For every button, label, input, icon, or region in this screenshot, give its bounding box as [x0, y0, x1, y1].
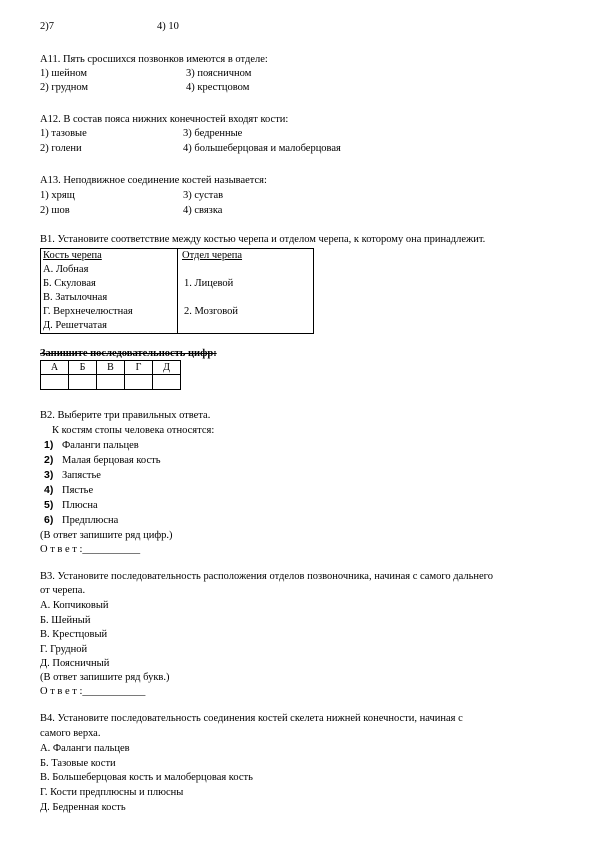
bone-item: В. Затылочная	[43, 292, 108, 303]
option: 2) Малая берцовая кость	[44, 454, 161, 466]
bone-item: Д. Решетчатая	[43, 320, 107, 331]
option: 1) шейном	[40, 68, 88, 79]
answer-cell[interactable]	[41, 375, 69, 390]
answer-cell[interactable]	[125, 375, 153, 390]
question-text: А11. Пять сросшихся позвонков имеются в отделе:	[40, 54, 268, 65]
option: 3) Запястье	[44, 469, 101, 481]
question-text: В3. Установите последовательность расположения отделов позвоночника, начиная с самого дальнего	[40, 571, 493, 582]
option: 2) грудном	[40, 82, 89, 93]
top-left-option: 2)7	[40, 21, 54, 32]
answer-note: (В ответ запишите ряд цифр.)	[40, 530, 173, 541]
bone-item: А. Лобная	[43, 264, 89, 275]
letter-cell: Г	[125, 361, 153, 375]
option: 1) тазовые	[40, 128, 87, 139]
question-text-cont: от черепа.	[40, 585, 86, 596]
option: Г. Кости предплюсны и плюсны	[40, 787, 184, 798]
option: 5) Плюсна	[44, 499, 98, 511]
letter-cell: Д	[153, 361, 181, 375]
sections-header: Отдел черепа	[182, 250, 243, 261]
question-text: В2. Выберите три правильных ответа.	[40, 410, 211, 421]
question-text: А12. В состав пояса нижних конечностей входят кости:	[40, 114, 289, 125]
top-right-option: 4) 10	[157, 21, 179, 32]
option: 2) шов	[40, 205, 70, 216]
question-b1-text: В1. Установите соответствие между костью черепа и отделом черепа, к которому она принадлежит.	[40, 234, 486, 245]
section-item: 2. Мозговой	[184, 306, 239, 317]
option: Б. Шейный	[40, 615, 91, 626]
answer-line[interactable]: О т в е т :____________	[40, 686, 146, 697]
option: 3) бедренные	[183, 128, 243, 139]
record-instruction: Запишите последовательность цифр:	[40, 348, 217, 359]
option: 3) поясничном	[186, 68, 252, 79]
letter-cell: В	[97, 361, 125, 375]
option: В. Крестцовый	[40, 629, 108, 640]
letter-cell: Б	[69, 361, 97, 375]
question-text: В4. Установите последовательность соединения костей скелета нижней конечности, начиная с	[40, 713, 463, 724]
option: 4) Пястье	[44, 484, 94, 496]
option: 3) сустав	[183, 190, 224, 201]
option: 4) большеберцовая и малоберцовая	[183, 143, 341, 154]
answer-note: (В ответ запишите ряд букв.)	[40, 672, 170, 683]
question-subtext: К костям стопы человека относятся:	[52, 425, 215, 436]
option: А. Копчиковый	[40, 600, 109, 611]
question-text-cont: самого верха.	[40, 728, 101, 739]
section-item: 1. Лицевой	[184, 278, 234, 289]
option: А. Фаланги пальцев	[40, 743, 130, 754]
answer-cell[interactable]	[153, 375, 181, 390]
b1-answer-grid	[40, 360, 181, 390]
option: 4) крестцовом	[186, 82, 250, 93]
bone-item: Б. Скуловая	[43, 278, 96, 289]
option: Б. Тазовые кости	[40, 758, 116, 769]
bones-column	[41, 249, 178, 334]
option: Д. Бедренная кость	[40, 802, 126, 813]
option: В. Большеберцовая кость и малоберцовая кость	[40, 772, 253, 783]
answer-cell[interactable]	[97, 375, 125, 390]
option: 1) хрящ	[40, 190, 75, 201]
option: 1) Фаланги пальцев	[44, 439, 139, 451]
answer-line[interactable]: О т в е т :___________	[40, 544, 141, 555]
option: Г. Грудной	[40, 644, 88, 655]
bones-header: Кость черепа	[43, 250, 102, 261]
sections-column	[178, 249, 314, 334]
bone-item: Г. Верхнечелюстная	[43, 306, 133, 317]
question-text: А13. Неподвижное соединение костей называется:	[40, 175, 267, 186]
option: Д. Поясничный	[40, 658, 110, 669]
answer-cell[interactable]	[69, 375, 97, 390]
letter-cell: А	[41, 361, 69, 375]
option: 4) связка	[183, 205, 223, 216]
b1-matching-table	[40, 248, 314, 334]
option: 2) голени	[40, 143, 82, 154]
option: 6) Предплюсна	[44, 514, 119, 526]
